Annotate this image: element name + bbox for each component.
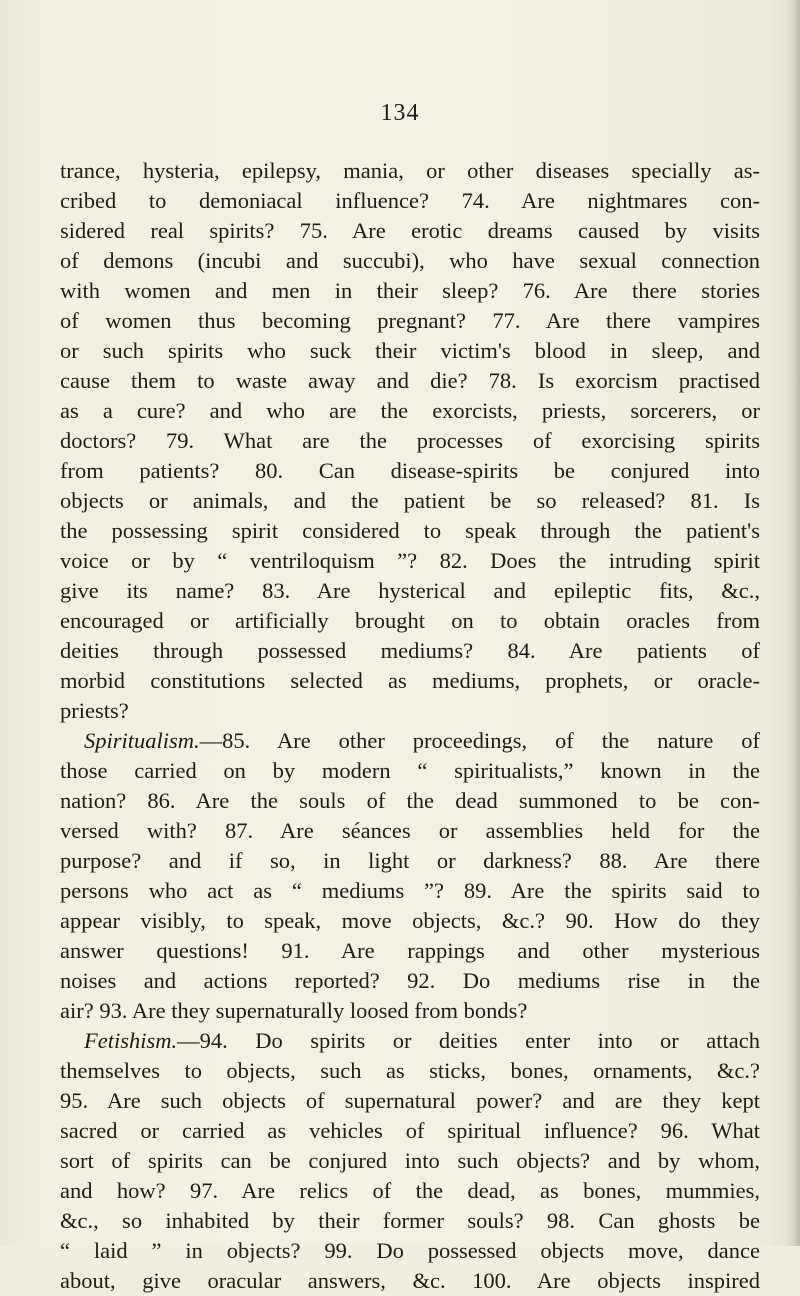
- text-line: sidered real spirits? 75. Are erotic dreams caused by visits: [60, 218, 760, 243]
- text-line: sacred or carried as vehicles of spiritual influence? 96. What: [60, 1118, 760, 1143]
- text-line: voice or by “ ventriloquism ”? 82. Does the intruding spirit: [60, 548, 760, 573]
- text-line: trance, hysteria, epilepsy, mania, or other diseases specially as-: [60, 158, 760, 183]
- text-line: and how? 97. Are relics of the dead, as bones, mummies,: [60, 1178, 760, 1203]
- text-line: those carried on by modern “ spiritualists,” known in the: [60, 758, 760, 783]
- text-line: as a cure? and who are the exorcists, priests, sorcerers, or: [60, 398, 760, 423]
- text-line: nation? 86. Are the souls of the dead summoned to be con-: [60, 788, 760, 813]
- text-line: of women thus becoming pregnant? 77. Are there vampires: [60, 308, 760, 333]
- text-line: encouraged or artificially brought on to obtain oracles from: [60, 608, 760, 633]
- text-line: noises and actions reported? 92. Do mediums rise in the: [60, 968, 760, 993]
- page-binding-shadow: [786, 0, 800, 1246]
- text-line: morbid constitutions selected as mediums, prophets, or oracle-: [60, 668, 760, 693]
- text-line: or such spirits who suck their victim's blood in sleep, and: [60, 338, 760, 363]
- text-line: appear visibly, to speak, move objects, &c.? 90. How do they: [60, 908, 760, 933]
- text-line: purpose? and if so, in light or darkness? 88. Are there: [60, 848, 760, 873]
- section-text: —94. Do spirits or deities enter into or attach: [177, 1028, 760, 1053]
- text-line: doctors? 79. What are the processes of exorcising spirits: [60, 428, 760, 453]
- text-line: about, give oracular answers, &c. 100. Are objects inspired: [60, 1268, 760, 1293]
- text-line: versed with? 87. Are séances or assemblies held for the: [60, 818, 760, 843]
- body-text: [60, 156, 760, 1296]
- text-line: from patients? 80. Can disease-spirits be conjured into: [60, 458, 760, 483]
- page-number: 134: [380, 100, 420, 126]
- text-line: sort of spirits can be conjured into such objects? and by whom,: [60, 1148, 760, 1173]
- section-text: —85. Are other proceedings, of the nature of: [199, 728, 760, 753]
- text-line: &c., so inhabited by their former souls? 98. Can ghosts be: [60, 1208, 760, 1233]
- text-line: deities through possessed mediums? 84. Are patients of: [60, 638, 760, 663]
- text-line: cause them to waste away and die? 78. Is exorcism practised: [60, 368, 760, 393]
- text-line: “ laid ” in objects? 99. Do possessed objects move, dance: [60, 1238, 760, 1263]
- text-line: air? 93. Are they supernaturally loosed from bonds?: [60, 998, 528, 1023]
- section-heading-spiritualism: Spiritualism.: [84, 728, 200, 753]
- text-line: cribed to demoniacal influence? 74. Are nightmares con-: [60, 188, 760, 213]
- text-line: objects or animals, and the patient be so released? 81. Is: [60, 488, 760, 513]
- text-line: persons who act as “ mediums ”? 89. Are the spirits said to: [60, 878, 760, 903]
- text-line: with women and men in their sleep? 76. Are there stories: [60, 278, 760, 303]
- section-fetishism-first-line: [60, 1026, 760, 1056]
- text-line: priests?: [60, 698, 129, 723]
- text-line: answer questions! 91. Are rappings and other mysterious: [60, 938, 760, 963]
- section-spiritualism-first-line: [60, 726, 760, 756]
- text-line: the possessing spirit considered to speak through the patient's: [60, 518, 760, 543]
- text-line: of demons (incubi and succubi), who have sexual connection: [60, 248, 760, 273]
- text-line: 95. Are such objects of supernatural power? and are they kept: [60, 1088, 760, 1113]
- text-line: give its name? 83. Are hysterical and epileptic fits, &c.,: [60, 578, 760, 603]
- section-heading-fetishism: Fetishism.: [84, 1028, 178, 1053]
- text-line: themselves to objects, such as sticks, bones, ornaments, &c.?: [60, 1058, 760, 1083]
